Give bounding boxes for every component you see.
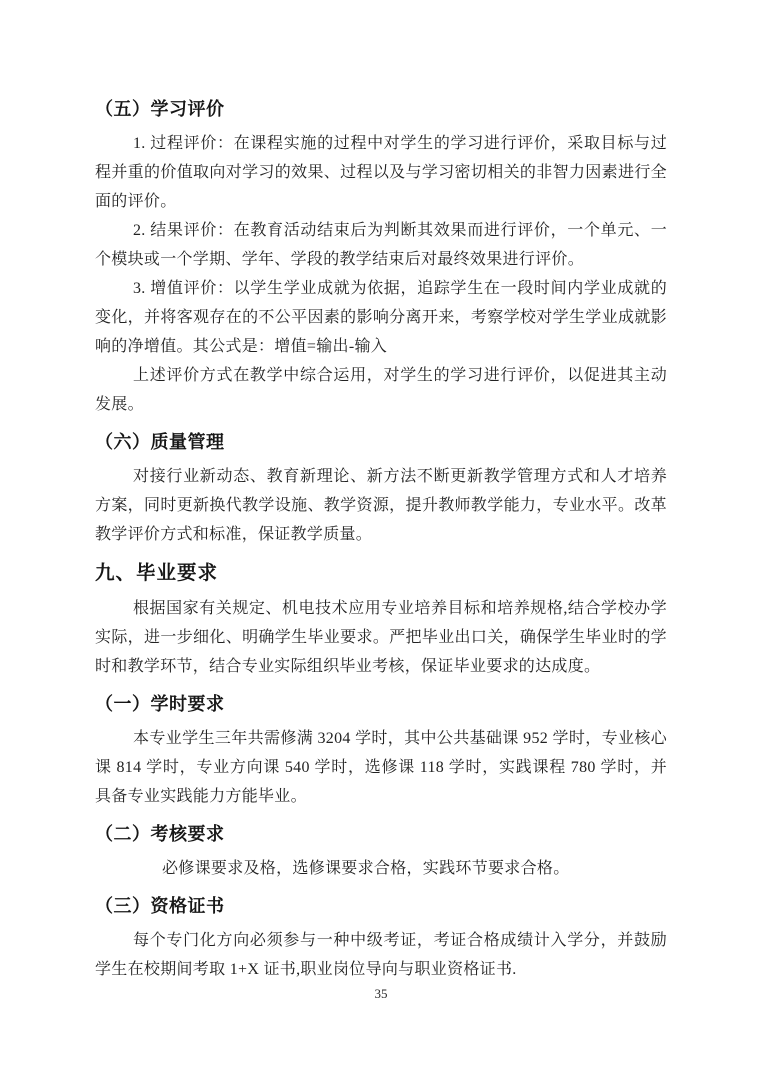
para-credit-hours: 本专业学生三年共需修满 3204 学时，其中公共基础课 952 学时，专业核心课 814 学时，专业方向课 540 学时，选修课 118 学时，实践课程 780 学时，并具备专业实践能力方能毕业。 [95, 730, 667, 805]
para-graduation-overview: 根据国家有关规定、机电技术应用专业培养目标和培养规格,结合学校办学实际，进一步细化、明确学生毕业要求。严把毕业出口关，确保学生毕业时的学时和教学环节，结合专业实际组织毕业考核，保证毕业要求的达成度。 [95, 600, 667, 675]
para-process-evaluation: 1. 过程评价：在课程实施的过程中对学生的学习进行评价，采取目标与过程并重的价值取向对学习的效果、过程以及与学习密切相关的非智力因素进行全面的评价。 [95, 135, 667, 210]
para-quality-management: 对接行业新动态、教育新理论、新方法不断更新教学管理方式和人才培养方案，同时更新换代教学设施、教学资源，提升教师教学能力，专业水平。改革教学评价方式和标准，保证教学质量。 [95, 468, 667, 543]
heading-graduation-requirements: 九、毕业要求 [95, 562, 219, 584]
page-number: 35 [374, 986, 388, 1001]
heading-qualification-certificates: （三）资格证书 [95, 896, 225, 916]
heading-quality-management: （六）质量管理 [95, 432, 225, 452]
para-evaluation-summary: 上述评价方式在教学中综合运用，对学生的学习进行评价，以促进其主动发展。 [95, 367, 667, 413]
document-content [95, 0, 667, 1002]
heading-learning-evaluation: （五）学习评价 [95, 99, 225, 119]
para-value-added-evaluation: 3. 增值评价：以学生学业成就为依据，追踪学生在一段时间内学业成就的变化，并将客观存在的不公平因素的影响分离开来，考察学校对学生学业成就影响的净增值。其公式是：增值=输出-输入 [95, 280, 667, 355]
heading-assessment-requirement: （二）考核要求 [95, 824, 225, 844]
para-result-evaluation: 2. 结果评价：在教育活动结束后为判断其效果而进行评价，一个单元、一个模块或一个学期、学年、学段的教学结束后对最终效果进行评价。 [95, 222, 667, 268]
para-assessment-requirement: 必修课要求及格，选修课要求合格，实践环节要求合格。 [162, 860, 570, 877]
para-qualification-certificates: 每个专门化方向必须参与一种中级考证，考证合格成绩计入学分，并鼓励学生在校期间考取 1+X 证书,职业岗位导向与职业资格证书. [95, 932, 667, 978]
heading-credit-hours-requirement: （一）学时要求 [95, 694, 225, 714]
